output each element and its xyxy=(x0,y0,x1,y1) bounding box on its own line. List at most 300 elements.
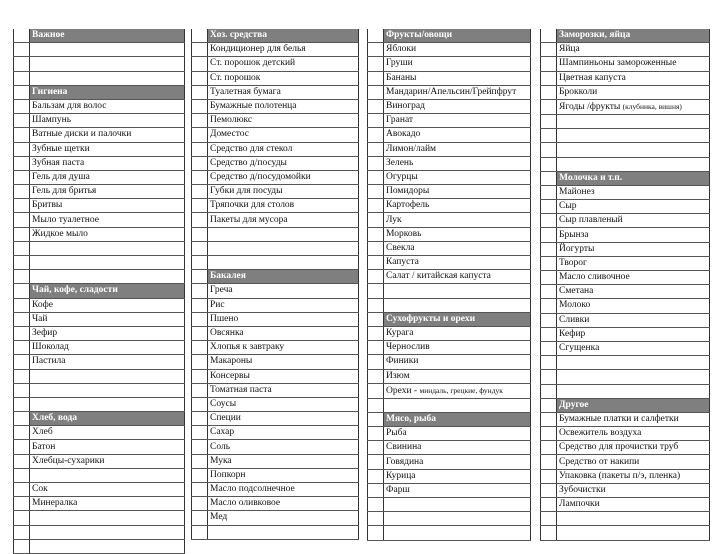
checkbox-cell[interactable] xyxy=(541,370,557,384)
checkbox-cell[interactable] xyxy=(14,43,30,57)
item-text: Свекла xyxy=(386,242,415,253)
item-label xyxy=(557,228,710,242)
checkbox-cell[interactable] xyxy=(368,341,384,355)
checklist-row xyxy=(368,57,531,71)
checklist-row xyxy=(14,43,185,57)
checkbox-cell[interactable] xyxy=(192,326,208,340)
checklist-row xyxy=(192,128,359,142)
item-text: Лампочки xyxy=(559,499,600,510)
checkbox-cell[interactable] xyxy=(14,227,30,241)
checkbox-cell[interactable] xyxy=(192,383,208,397)
checkbox-cell[interactable] xyxy=(541,43,557,57)
checkbox-cell[interactable] xyxy=(192,369,208,383)
checkbox-cell[interactable] xyxy=(14,57,30,71)
checkbox-cell[interactable] xyxy=(368,85,384,99)
item-text: Сок xyxy=(32,484,48,495)
item-label xyxy=(208,440,359,454)
checklist-row xyxy=(192,369,359,383)
item-label xyxy=(30,355,185,369)
item-text: Шампиньоны замороженные xyxy=(559,58,677,69)
checkbox-cell[interactable] xyxy=(14,156,30,170)
item-label xyxy=(208,71,359,85)
checkbox-cell[interactable] xyxy=(14,525,30,539)
checkbox-cell[interactable] xyxy=(192,312,208,326)
checklist-row xyxy=(541,498,710,512)
item-label xyxy=(384,483,531,497)
checklist-row xyxy=(368,185,531,199)
checkbox-cell[interactable] xyxy=(368,383,384,398)
checkbox-cell[interactable] xyxy=(368,270,384,284)
checkbox-cell[interactable] xyxy=(368,199,384,213)
item-text: Томатная паста xyxy=(210,384,272,395)
checkbox-cell[interactable] xyxy=(541,200,557,214)
checkbox-cell[interactable] xyxy=(368,213,384,227)
checkbox-cell[interactable] xyxy=(192,227,208,241)
item-text: Картофель xyxy=(386,200,430,211)
item-label xyxy=(208,284,359,298)
checkbox-cell[interactable] xyxy=(541,114,557,128)
checkbox-cell[interactable] xyxy=(368,170,384,184)
checklist-row xyxy=(192,142,359,156)
checkbox-cell[interactable] xyxy=(541,129,557,143)
checkbox-cell[interactable] xyxy=(14,511,30,525)
checkbox-cell[interactable] xyxy=(14,454,30,468)
checkbox-cell[interactable] xyxy=(192,284,208,298)
checklist-row xyxy=(14,71,185,85)
header-spacer-cell xyxy=(14,284,30,298)
checkbox-cell[interactable] xyxy=(14,199,30,213)
category-column-3 xyxy=(367,29,531,541)
checkbox-cell[interactable] xyxy=(368,241,384,255)
item-text: Попкорн xyxy=(210,469,246,480)
checkbox-cell[interactable] xyxy=(192,99,208,113)
header-spacer-cell xyxy=(368,412,384,426)
checkbox-cell[interactable] xyxy=(14,539,30,553)
item-text: Сгущенка xyxy=(559,343,600,354)
checkbox-cell[interactable] xyxy=(541,327,557,341)
checklist-row xyxy=(368,227,531,241)
item-label xyxy=(30,426,185,440)
checkbox-cell[interactable] xyxy=(192,525,208,539)
item-text: Финики xyxy=(386,356,419,367)
checkbox-cell[interactable] xyxy=(541,228,557,242)
checklist-row xyxy=(192,412,359,426)
item-text: Пакеты для мусора xyxy=(210,214,288,225)
checkbox-cell[interactable] xyxy=(192,128,208,142)
checkbox-cell[interactable] xyxy=(368,427,384,441)
checkbox-cell[interactable] xyxy=(14,312,30,326)
checkbox-cell[interactable] xyxy=(14,142,30,156)
checklist-row xyxy=(14,213,185,227)
item-text: Лимон/лайм xyxy=(386,143,437,154)
checkbox-cell[interactable] xyxy=(368,227,384,241)
checklist-row xyxy=(14,185,185,199)
item-label xyxy=(30,497,185,511)
checkbox-cell[interactable] xyxy=(541,483,557,497)
checklist-row xyxy=(14,369,185,383)
checkbox-cell[interactable] xyxy=(14,383,30,397)
item-text: Средство д/посуды xyxy=(210,157,287,168)
item-label xyxy=(557,185,710,199)
category-title xyxy=(557,29,710,43)
item-label xyxy=(557,313,710,327)
checkbox-cell[interactable] xyxy=(368,512,384,526)
checkbox-cell[interactable] xyxy=(192,114,208,128)
item-text: Рис xyxy=(210,299,225,310)
checkbox-cell[interactable] xyxy=(368,284,384,298)
item-label xyxy=(30,142,185,156)
item-text: Курага xyxy=(386,328,414,339)
item-label xyxy=(208,369,359,383)
item-text: Сахар xyxy=(210,427,235,438)
checkbox-cell[interactable] xyxy=(541,512,557,526)
checklist-row xyxy=(192,85,359,99)
item-note: миндаль, грецкие, фундук xyxy=(419,385,503,395)
checkbox-cell[interactable] xyxy=(192,241,208,255)
checklist-row xyxy=(14,511,185,525)
checkbox-cell[interactable] xyxy=(192,213,208,227)
item-label xyxy=(384,427,531,441)
item-label xyxy=(557,271,710,285)
item-text: Мандарин/Апельсин/Грейпфрут xyxy=(386,86,517,97)
checklist-row xyxy=(368,341,531,355)
checklist-row xyxy=(541,384,710,398)
checkbox-cell[interactable] xyxy=(541,242,557,256)
item-text: Хлеб, вода xyxy=(32,413,78,424)
checklist-row xyxy=(368,284,531,298)
checkbox-cell[interactable] xyxy=(368,355,384,369)
item-label xyxy=(208,397,359,411)
item-label xyxy=(557,483,710,497)
checklist-row xyxy=(541,114,710,128)
header-spacer-cell xyxy=(368,312,384,326)
checkbox-cell[interactable] xyxy=(192,43,208,57)
checkbox-cell[interactable] xyxy=(541,455,557,469)
checkbox-cell[interactable] xyxy=(541,412,557,426)
item-label xyxy=(208,142,359,156)
item-label xyxy=(384,498,531,512)
checkbox-cell[interactable] xyxy=(14,440,30,454)
checkbox-cell[interactable] xyxy=(368,71,384,85)
checklist-row xyxy=(14,355,185,369)
item-text: Бальзам для волос xyxy=(32,101,107,112)
item-text: Брокколи xyxy=(559,86,598,97)
checkbox-cell[interactable] xyxy=(14,326,30,340)
item-text: Важное xyxy=(32,30,65,41)
item-label xyxy=(208,511,359,525)
checkbox-cell[interactable] xyxy=(541,143,557,157)
item-label xyxy=(30,128,185,142)
item-text: Брынза xyxy=(559,229,589,240)
item-text: Сыр xyxy=(559,201,577,212)
checkbox-cell[interactable] xyxy=(541,427,557,441)
checkbox-cell[interactable] xyxy=(541,214,557,228)
checklist-row xyxy=(192,468,359,482)
checkbox-cell[interactable] xyxy=(192,185,208,199)
item-text: Огурцы xyxy=(386,171,418,182)
item-label xyxy=(208,326,359,340)
item-label xyxy=(30,483,185,497)
checkbox-cell[interactable] xyxy=(14,185,30,199)
checkbox-cell[interactable] xyxy=(541,313,557,327)
checklist-row xyxy=(541,85,710,99)
checkbox-cell[interactable] xyxy=(192,156,208,170)
checklist-row xyxy=(192,256,359,270)
checklist-row xyxy=(14,199,185,213)
item-label xyxy=(384,455,531,469)
item-label xyxy=(557,412,710,426)
checklist-row xyxy=(368,512,531,526)
item-label xyxy=(208,412,359,426)
checklist-row xyxy=(192,185,359,199)
checklist-row xyxy=(368,483,531,497)
checklist-row xyxy=(14,270,185,284)
item-text: Зубные щетки xyxy=(32,143,90,154)
checklist-row xyxy=(368,128,531,142)
checkbox-cell[interactable] xyxy=(368,128,384,142)
item-text: Батон xyxy=(32,441,56,452)
checklist-row xyxy=(14,99,185,113)
checkbox-cell[interactable] xyxy=(368,483,384,497)
checkbox-cell[interactable] xyxy=(192,256,208,270)
item-text: Свинина xyxy=(386,442,422,453)
item-label xyxy=(208,355,359,369)
item-text: Орехи - xyxy=(386,385,420,396)
item-label xyxy=(557,143,710,157)
category-title xyxy=(557,171,710,185)
item-label xyxy=(30,454,185,468)
checklist-row xyxy=(368,355,531,369)
item-label xyxy=(557,327,710,341)
checklist-row xyxy=(192,298,359,312)
checkbox-cell[interactable] xyxy=(192,468,208,482)
checkbox-cell[interactable] xyxy=(192,170,208,184)
checklist-row xyxy=(541,157,710,171)
checkbox-cell[interactable] xyxy=(368,326,384,340)
item-label xyxy=(384,199,531,213)
checkbox-cell[interactable] xyxy=(14,426,30,440)
checkbox-cell[interactable] xyxy=(14,170,30,184)
checkbox-cell[interactable] xyxy=(541,256,557,270)
item-text: Пшено xyxy=(210,313,239,324)
checkbox-cell[interactable] xyxy=(14,341,30,355)
checklist-row xyxy=(541,129,710,143)
checkbox-cell[interactable] xyxy=(541,441,557,455)
checkbox-cell[interactable] xyxy=(368,369,384,383)
checkbox-cell[interactable] xyxy=(368,185,384,199)
checklist-row xyxy=(541,512,710,526)
checkbox-cell[interactable] xyxy=(192,71,208,85)
item-label xyxy=(30,326,185,340)
header-spacer-cell xyxy=(541,398,557,412)
checkbox-cell[interactable] xyxy=(14,128,30,142)
item-text: Хлопья к завтраку xyxy=(210,342,285,353)
checklist-row xyxy=(14,312,185,326)
item-text: Фарш xyxy=(386,484,410,495)
checkbox-cell[interactable] xyxy=(14,213,30,227)
checklist-row xyxy=(368,383,531,398)
checkbox-cell[interactable] xyxy=(192,426,208,440)
checklist-row xyxy=(192,454,359,468)
checkbox-cell[interactable] xyxy=(541,185,557,199)
checklist-row xyxy=(541,299,710,313)
checkbox-cell[interactable] xyxy=(14,99,30,113)
checkbox-cell[interactable] xyxy=(368,156,384,170)
item-label xyxy=(30,213,185,227)
checklist-row xyxy=(368,455,531,469)
category-header-row xyxy=(192,29,359,43)
checklist-row xyxy=(14,128,185,142)
checkbox-cell[interactable] xyxy=(368,498,384,512)
item-text: Доместос xyxy=(210,129,249,140)
item-label xyxy=(557,498,710,512)
checklist-row xyxy=(368,326,531,340)
item-text: Масло оливковое xyxy=(210,498,281,509)
checkbox-cell[interactable] xyxy=(541,71,557,85)
checklist-row xyxy=(14,454,185,468)
checklist-row xyxy=(368,498,531,512)
item-label xyxy=(208,156,359,170)
item-note: (клубника, вишня) xyxy=(622,101,682,111)
checkbox-cell[interactable] xyxy=(192,497,208,511)
checkbox-cell[interactable] xyxy=(192,511,208,525)
checkbox-cell[interactable] xyxy=(541,85,557,99)
category-header-row xyxy=(541,171,710,185)
checkbox-cell[interactable] xyxy=(541,271,557,285)
checklist-row xyxy=(14,241,185,255)
checkbox-cell[interactable] xyxy=(368,469,384,483)
checkbox-cell[interactable] xyxy=(192,440,208,454)
checkbox-cell[interactable] xyxy=(192,298,208,312)
checkbox-cell[interactable] xyxy=(368,43,384,57)
checkbox-cell[interactable] xyxy=(541,498,557,512)
checkbox-cell[interactable] xyxy=(541,57,557,71)
checkbox-cell[interactable] xyxy=(14,270,30,284)
checkbox-cell[interactable] xyxy=(14,355,30,369)
item-label xyxy=(208,57,359,71)
checklist-row xyxy=(541,483,710,497)
item-label xyxy=(557,299,710,313)
item-text: Средство для прочистки труб xyxy=(559,442,679,453)
checkbox-cell[interactable] xyxy=(14,497,30,511)
checkbox-cell[interactable] xyxy=(541,157,557,171)
checkbox-cell[interactable] xyxy=(541,285,557,299)
checkbox-cell[interactable] xyxy=(368,99,384,113)
item-label xyxy=(384,298,531,312)
item-label xyxy=(384,85,531,99)
checklist-row xyxy=(14,539,185,553)
checkbox-cell[interactable] xyxy=(368,298,384,312)
checklist-row xyxy=(14,483,185,497)
item-text: Минералка xyxy=(32,498,78,509)
item-label xyxy=(384,341,531,355)
checkbox-cell[interactable] xyxy=(541,469,557,483)
checklist-row xyxy=(192,497,359,511)
item-label xyxy=(30,270,185,284)
checkbox-cell[interactable] xyxy=(541,384,557,398)
checkbox-cell[interactable] xyxy=(192,199,208,213)
checkbox-cell[interactable] xyxy=(541,341,557,355)
checkbox-cell[interactable] xyxy=(192,57,208,71)
checklist-row xyxy=(541,43,710,57)
checkbox-cell[interactable] xyxy=(14,256,30,270)
checkbox-cell[interactable] xyxy=(192,397,208,411)
checkbox-cell[interactable] xyxy=(368,398,384,412)
item-label xyxy=(557,71,710,85)
checkbox-cell[interactable] xyxy=(368,441,384,455)
checklist-row xyxy=(368,99,531,113)
checkbox-cell[interactable] xyxy=(14,241,30,255)
checkbox-cell[interactable] xyxy=(14,468,30,482)
checkbox-cell[interactable] xyxy=(368,455,384,469)
item-label xyxy=(384,185,531,199)
item-label xyxy=(384,99,531,113)
item-text: Сыр плавленый xyxy=(559,215,623,226)
item-label xyxy=(30,511,185,525)
item-text: Фрукты/овощи xyxy=(386,30,453,41)
checkbox-cell[interactable] xyxy=(541,99,557,114)
item-label xyxy=(30,199,185,213)
item-text: Упаковка (пакеты п/э, пленка) xyxy=(559,470,681,481)
checkbox-cell[interactable] xyxy=(192,142,208,156)
category-header-row xyxy=(14,412,185,426)
checkbox-cell[interactable] xyxy=(14,71,30,85)
item-label xyxy=(208,483,359,497)
category-title xyxy=(557,398,710,412)
checkbox-cell[interactable] xyxy=(192,483,208,497)
item-text: Масло подсолнечное xyxy=(210,484,295,495)
checklist-row xyxy=(368,156,531,170)
item-text: Хоз. средства xyxy=(210,30,268,41)
item-label xyxy=(208,497,359,511)
checkbox-cell[interactable] xyxy=(14,483,30,497)
checkbox-cell[interactable] xyxy=(368,57,384,71)
checkbox-cell[interactable] xyxy=(192,412,208,426)
checkbox-cell[interactable] xyxy=(541,356,557,370)
checklist-row xyxy=(14,142,185,156)
item-text: Зефир xyxy=(32,328,58,339)
checkbox-cell[interactable] xyxy=(541,299,557,313)
checklist-row xyxy=(192,397,359,411)
header-spacer-cell xyxy=(541,29,557,43)
checkbox-cell[interactable] xyxy=(368,114,384,128)
checkbox-cell[interactable] xyxy=(192,85,208,99)
item-text: Майонез xyxy=(559,186,595,197)
item-label xyxy=(30,440,185,454)
item-label xyxy=(384,57,531,71)
item-label xyxy=(30,397,185,411)
item-text: Пастила xyxy=(32,356,66,367)
item-label xyxy=(30,71,185,85)
checkbox-cell[interactable] xyxy=(192,341,208,355)
checkbox-cell[interactable] xyxy=(368,256,384,270)
header-spacer-cell xyxy=(541,171,557,185)
checkbox-cell[interactable] xyxy=(14,397,30,411)
checkbox-cell[interactable] xyxy=(14,369,30,383)
checklist-row xyxy=(192,426,359,440)
item-label xyxy=(384,43,531,57)
checkbox-cell[interactable] xyxy=(192,355,208,369)
item-label xyxy=(30,298,185,312)
checkbox-cell[interactable] xyxy=(368,142,384,156)
item-label xyxy=(384,241,531,255)
checkbox-cell[interactable] xyxy=(192,454,208,468)
category-title xyxy=(30,284,185,298)
checkbox-cell[interactable] xyxy=(14,298,30,312)
checklist-row xyxy=(14,298,185,312)
checkbox-cell[interactable] xyxy=(14,114,30,128)
item-label xyxy=(384,156,531,170)
